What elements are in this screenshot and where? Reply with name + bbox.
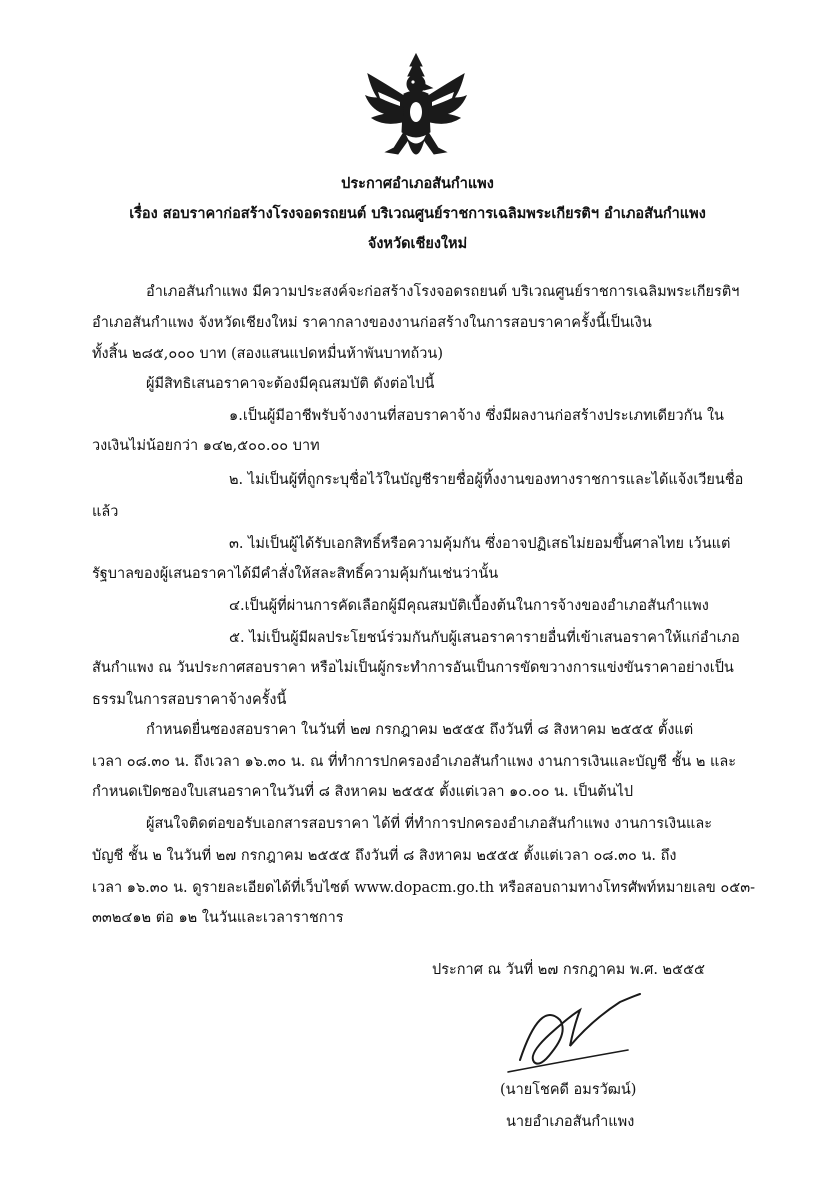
signer-title: นายอำเภอสันกำแพง — [506, 1114, 635, 1130]
paragraph-line: กำหนดยื่นซองสอบราคา ในวันที่ ๒๗ กรกฎาคม ๒๕๕๕ ถึงวันที่ ๘ สิงหาคม ๒๕๕๕ ตั้งแต่ — [146, 722, 694, 738]
qualification-item: ๑.เป็นผู้มีอาชีพรับจ้างงานที่สอบราคาจ้าง ซึ่งมีผลงานก่อสร้างประเภทเดียวกัน ใน — [229, 408, 724, 424]
subject-line: เรื่อง สอบราคาก่อสร้างโรงจอดรถยนต์ บริเวณศูนย์ราชการเฉลิมพระเกียรติฯ อำเภอสันกำแพง — [129, 205, 706, 222]
paragraph-line: บัญชี ชั้น ๒ ในวันที่ ๒๗ กรกฎาคม ๒๕๕๕ ถึงวันที่ ๘ สิงหาคม ๒๕๕๕ ตั้งแต่เวลา ๐๘.๓๐ น. ถึง — [92, 848, 677, 864]
paragraph-line: ผู้สนใจติดต่อขอรับเอกสารสอบราคา ได้ที่ ที่ทำการปกครองอำเภอสันกำแพง งานการเงินและ — [146, 816, 713, 832]
qualification-item-cont: วงเงินไม่น้อยกว่า ๑๔๒,๕๐๐.๐๐ บาท — [92, 438, 320, 454]
subject-line-province: จังหวัดเชียงใหม่ — [367, 235, 468, 252]
qualification-item: ๕. ไม่เป็นผู้มีผลประโยชน์ร่วมกันกับผู้เสนอราคารายอื่นที่เข้าเสนอราคาให้แก่อำเภอ — [229, 630, 740, 646]
announcement-date: ประกาศ ณ วันที่ ๒๗ กรกฎาคม พ.ศ. ๒๕๕๕ — [432, 962, 706, 978]
qualification-item: ๔.เป็นผู้ที่ผ่านการคัดเลือกผู้มีคุณสมบัติเบื้องต้นในการจ้างของอำเภอสันกำแพง — [229, 598, 709, 614]
paragraph-line: เวลา ๐๘.๓๐ น. ถึงเวลา ๑๖.๓๐ น. ณ ที่ทำการปกครองอำเภอสันกำแพง งานการเงินและบัญชี ชั้น ๒ และ — [92, 754, 737, 770]
paragraph-line: ๓๓๒๔๑๒ ต่อ ๑๒ ในวันและเวลาราชการ — [92, 910, 344, 926]
qualification-item-cont: รัฐบาลของผู้เสนอราคาได้มีคำสั่งให้สละสิทธิ์ความคุ้มกันเช่นว่านั้น — [92, 566, 499, 582]
announcement-title: ประกาศอำเภอสันกำแพง — [341, 175, 494, 192]
paragraph-line: ทั้งสิ้น ๒๘๕,๐๐๐ บาท (สองแสนแปดหมื่นห้าพันบาทถ้วน) — [92, 346, 443, 362]
paragraph-line: กำหนดเปิดซองใบเสนอราคาในวันที่ ๘ สิงหาคม ๒๕๕๕ ตั้งแต่เวลา ๑๐.๐๐ น. เป็นต้นไป — [92, 784, 634, 800]
paragraph-line: เวลา ๑๖.๓๐ น. ดูรายละเอียดได้ที่เว็บไซต์ www.dopacm.go.th หรือสอบถามทางโทรศัพท์หมายเลข ๐๕๓- — [92, 880, 756, 896]
signer-name: (นายโชคดี อมรวัฒน์) — [500, 1082, 637, 1098]
qualifications-intro: ผู้มีสิทธิเสนอราคาจะต้องมีคุณสมบัติ ดังต่อไปนี้ — [146, 376, 435, 392]
paragraph-line: อำเภอสันกำแพง มีความประสงค์จะก่อสร้างโรงจอดรถยนต์ บริเวณศูนย์ราชการเฉลิมพระเกียรติฯ — [146, 284, 740, 300]
paragraph-line: อำเภอสันกำแพง จังหวัดเชียงใหม่ ราคากลางของงานก่อสร้างในการสอบราคาครั้งนี้เป็นเงิน — [92, 315, 652, 331]
signature-icon — [500, 990, 650, 1080]
qualification-item-cont: แล้ว — [92, 504, 119, 520]
qualification-item: ๓. ไม่เป็นผู้ได้รับเอกสิทธิ์หรือความคุ้มกัน ซึ่งอาจปฏิเสธไม่ยอมขึ้นศาลไทย เว้นแต่ — [229, 536, 731, 552]
qualification-item: ๒. ไม่เป็นผู้ที่ถูกระบุชื่อไว้ในบัญชีรายชื่อผู้ทิ้งงานของทางราชการและได้แจ้งเวียนชื่อ — [229, 472, 744, 488]
qualification-item-cont: สันกำแพง ณ วันประกาศสอบราคา หรือไม่เป็นผู้กระทำการอันเป็นการขัดขวางการแข่งขันราคาอย่างเป็น — [92, 660, 734, 676]
qualification-item-cont: ธรรมในการสอบราคาจ้างครั้งนี้ — [92, 692, 287, 708]
garuda-emblem-icon — [364, 52, 468, 170]
